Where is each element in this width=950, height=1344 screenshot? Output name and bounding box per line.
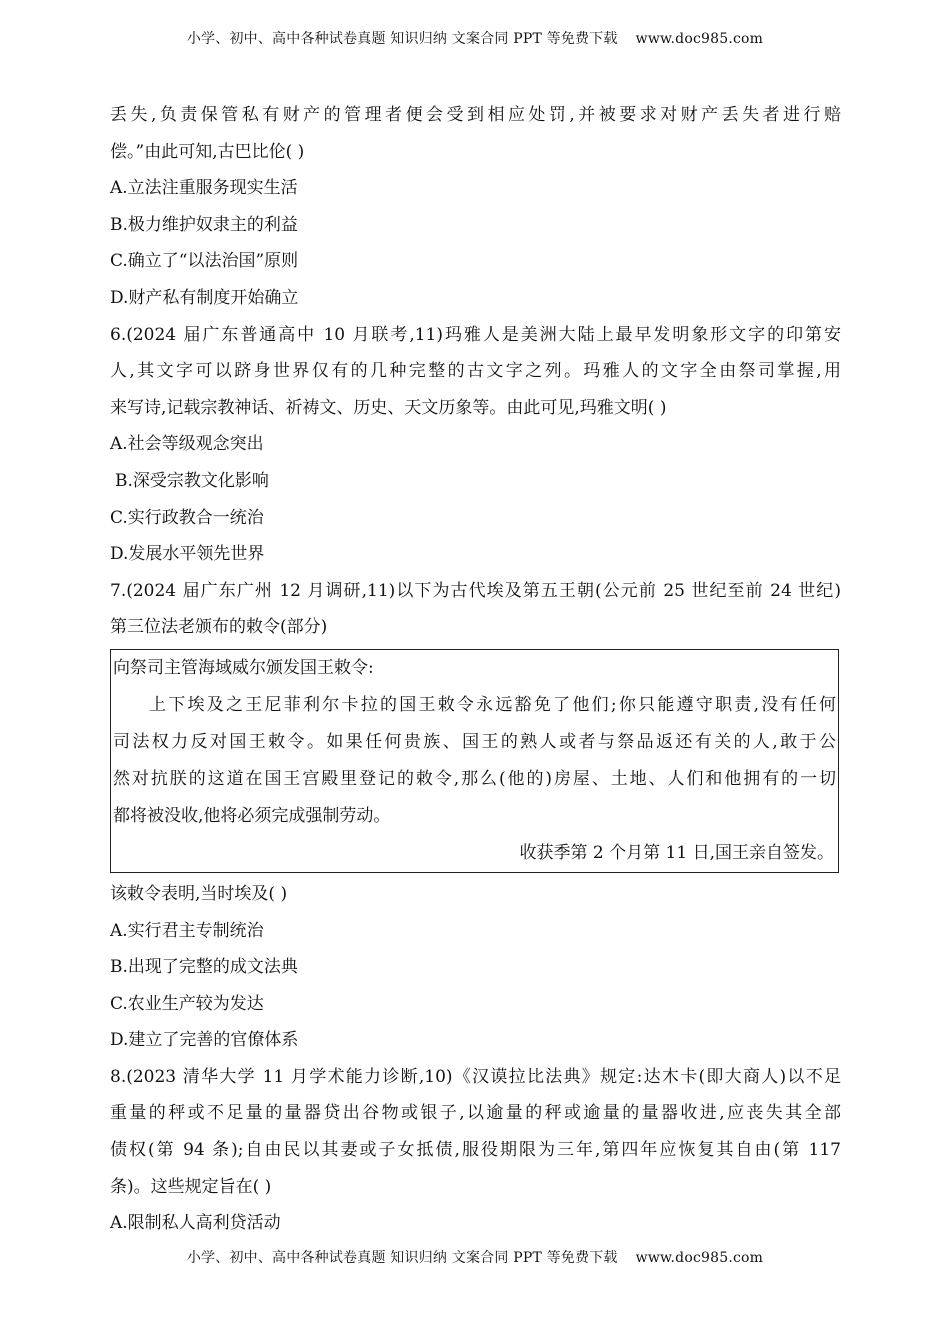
question-6 xyxy=(110,317,841,573)
question-6-option-a[interactable]: A.社会等级观念突出 xyxy=(110,434,264,455)
document-body xyxy=(110,97,841,1242)
page-footer xyxy=(0,1247,950,1267)
question-5-stem-line-1: 丢失,负责保管私有财产的管理者便会受到相应处罚,并被要求对财产丢失者进行赔 xyxy=(110,105,841,125)
question-6-option-c[interactable]: C.实行政教合一统治 xyxy=(110,507,264,528)
edict-body-line-2: 司法权力反对国王敕令。如果任何贵族、国王的熟人或者与祭品返还有关的人,敢于公 xyxy=(113,731,836,752)
header-text: 小学、初中、高中各种试卷真题 知识归纳 文案合同 PPT 等免费下载 xyxy=(186,31,618,47)
question-8-option-a[interactable]: A.限制私人高利贷活动 xyxy=(110,1213,281,1234)
question-7-option-a[interactable]: A.实行君主专制统治 xyxy=(110,920,264,941)
question-6-option-b[interactable]: B.深受宗教文化影响 xyxy=(115,470,269,491)
footer-text: 小学、初中、高中各种试卷真题 知识归纳 文案合同 PPT 等免费下载 xyxy=(186,1250,618,1266)
question-5-option-d[interactable]: D.财产私有制度开始确立 xyxy=(110,287,299,308)
edict-excerpt-box xyxy=(110,649,839,873)
edict-body-line-3: 然对抗朕的这道在国王宫殿里登记的敕令,那么(他的)房屋、土地、人们和他拥有的一切 xyxy=(113,768,836,789)
question-7-option-b[interactable]: B.出现了完整的成文法典 xyxy=(110,957,298,978)
question-5-option-c[interactable]: C.确立了“以法治国”原则 xyxy=(110,251,299,272)
edict-body-line-1: 上下埃及之王尼菲利尔卡拉的国王敕令永远豁免了他们;你只能遵守职责,没有任何 xyxy=(149,694,836,715)
question-6-stem-line-1: 6.(2024 届广东普通高中 10 月联考,11)玛雅人是美洲大陆上最早发明象形文字的印第安 xyxy=(110,324,841,345)
edict-heading: 向祭司主管海域威尔颁发国王敕令: xyxy=(113,657,374,678)
question-6-stem-line-2: 人,其文字可以跻身世界仅有的几种完整的古文字之列。玛雅人的文字全由祭司掌握,用 xyxy=(110,361,841,382)
question-7-stem: 该敕令表明,当时埃及( ) xyxy=(110,883,288,904)
question-8-stem-line-2: 重量的秤或不足量的量器贷出谷物或银子,以逾量的秤或逾量的量器收进,应丧失其全部 xyxy=(110,1103,841,1124)
question-6-option-d[interactable]: D.发展水平领先世界 xyxy=(110,544,265,565)
question-8-stem-line-1: 8.(2023 清华大学 11 月学术能力诊断,10)《汉谟拉比法典》规定:达木卡(即大商人)以不足 xyxy=(110,1066,841,1087)
header-url[interactable]: www.doc985.com xyxy=(635,31,764,47)
question-6-stem-line-3: 来写诗,记载宗教神话、祈祷文、历史、天文历象等。由此可见,玛雅文明( ) xyxy=(110,397,667,418)
question-8-stem-line-4: 条)。这些规定旨在( ) xyxy=(110,1176,272,1197)
question-7-stem-line-2: 第三位法老颁布的敕令(部分) xyxy=(110,617,328,638)
question-8-stem-line-3: 债权(第 94 条);自由民以其妻或子女抵债,服役期限为三年,第四年应恢复其自由(第 117 xyxy=(110,1140,841,1161)
question-5-option-a[interactable]: A.立法注重服务现实生活 xyxy=(110,178,298,199)
question-7 xyxy=(110,573,841,1059)
edict-body-line-4: 都将被没收,他将必须完成强制劳动。 xyxy=(113,805,391,826)
edict-signature: 收获季第 2 个月第 11 日,国王亲自签发。 xyxy=(519,842,834,863)
question-7-stem-line-1: 7.(2024 届广东广州 12 月调研,11)以下为古代埃及第五王朝(公元前 25 世纪至前 24 世纪) xyxy=(110,580,841,601)
question-5-option-b[interactable]: B.极力维护奴隶主的利益 xyxy=(110,214,298,235)
question-7-option-c[interactable]: C.农业生产较为发达 xyxy=(110,993,264,1014)
page-header xyxy=(0,28,950,48)
question-5-tail xyxy=(110,97,841,317)
footer-url[interactable]: www.doc985.com xyxy=(635,1250,764,1266)
question-7-option-d[interactable]: D.建立了完善的官僚体系 xyxy=(110,1030,299,1051)
question-5-stem-line-2: 偿。”由此可知,古巴比伦( ) xyxy=(110,141,305,162)
question-8 xyxy=(110,1059,841,1242)
